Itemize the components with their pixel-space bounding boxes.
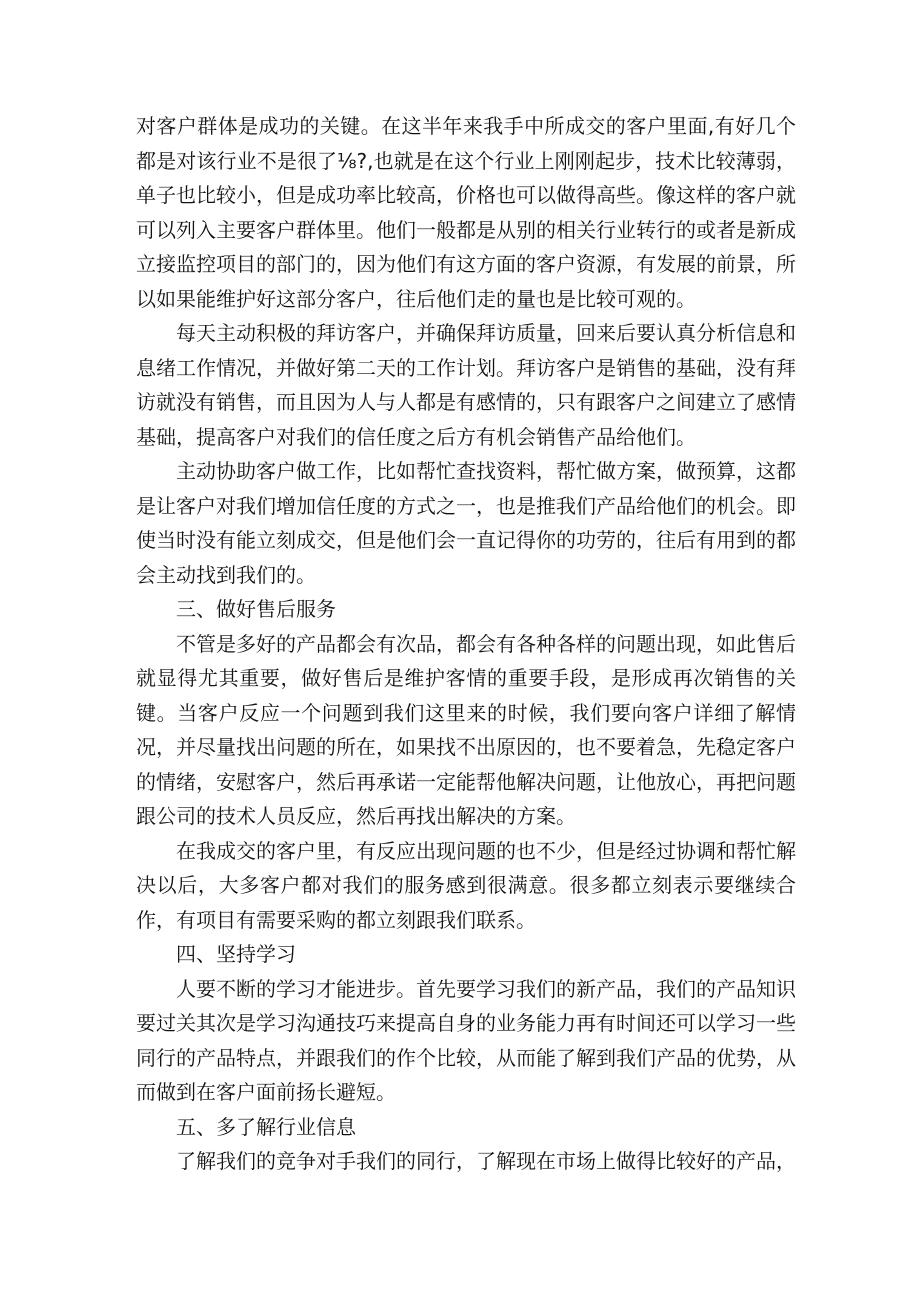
section-heading-after-sales: 三、做好售后服务: [176, 597, 336, 621]
section-heading-keep-learning: 四、坚持学习: [176, 942, 296, 966]
paragraph-assist-clients: 主动协助客户做工作，比如帮忙查找资料，帮忙做方案，做预算，这都是让客户对我们增加信任度的方式之一，也是推我们产品给他们的机会。即使当时没有能立刻成交，但是他们会一直记得你的功劳的，往后有用到的都会主动找到我们的。: [136, 459, 796, 587]
document-body: [136, 109, 796, 1179]
section-heading-industry-info: 五、多了解行业信息: [176, 1114, 356, 1139]
paragraph-client-satisfaction: 在我成交的客户里，有反应出现问题的也不少，但是经过协调和帮忙解决以后，大多客户都对我们的服务感到很满意。很多都立刻表示要继续合作，有项目有需要采购的都立刻跟我们联系。: [136, 838, 796, 932]
paragraph-after-sales: 不管是多好的产品都会有次品，都会有各种各样的问题出现，如此售后就显得尤其重要，做好售后是维护客情的重要手段，是形成再次销售的关键。当客户反应一个问题到我们这里来的时候，我们要向客户详细了解情况，并尽量找出问题的所在，如果找不出原因的，也不要着急，先稳定客户的情绪，安慰客户，然后再承诺一定能帮他解决问题，让他放心，再把问题跟公司的技术人员反应，然后再找出解决的方案。: [136, 631, 796, 828]
paragraph-continuation: 对客户群体是成功的关键。在这半年来我手中所成交的客户里面,有好几个都是对该行业不是很了⅛?,也就是在这个行业上刚刚起步，技术比较薄弱，单子也比较小，但是成功率比较高，价格也可以做得高些。像这样的客户就可以列入主要客户群体里。他们一般都是从别的相关行业转行的或者是新成立接监控项目的部门的，因为他们有这方面的客户资源，有发展的前景，所以如果能维护好这部分客户，往后他们走的量也是比较可观的。: [136, 114, 796, 311]
paragraph-keep-learning: 人要不断的学习才能进步。首先要学习我们的新产品，我们的产品知识要过关其次是学习沟通技巧来提高自身的业务能力再有时间还可以学习一些同行的产品特点，并跟我们的作个比较，从而能了解到我们产品的优势，从而做到在客户面前扬长避短。: [136, 976, 796, 1104]
paragraph-industry-info: 了解我们的竞争对手我们的同行，了解现在市场上做得比较好的产品，: [176, 1149, 796, 1173]
paragraph-daily-visits: 每天主动积极的拜访客户，并确保拜访质量，回来后要认真分析信息和息绪工作情况，并做好第二天的工作计划。拜访客户是销售的基础，没有拜访就没有销售，而且因为人与人都是有感情的，只有跟客户之间建立了感情基础，提高客户对我们的信任度之后方有机会销售产品给他们。: [136, 321, 796, 449]
